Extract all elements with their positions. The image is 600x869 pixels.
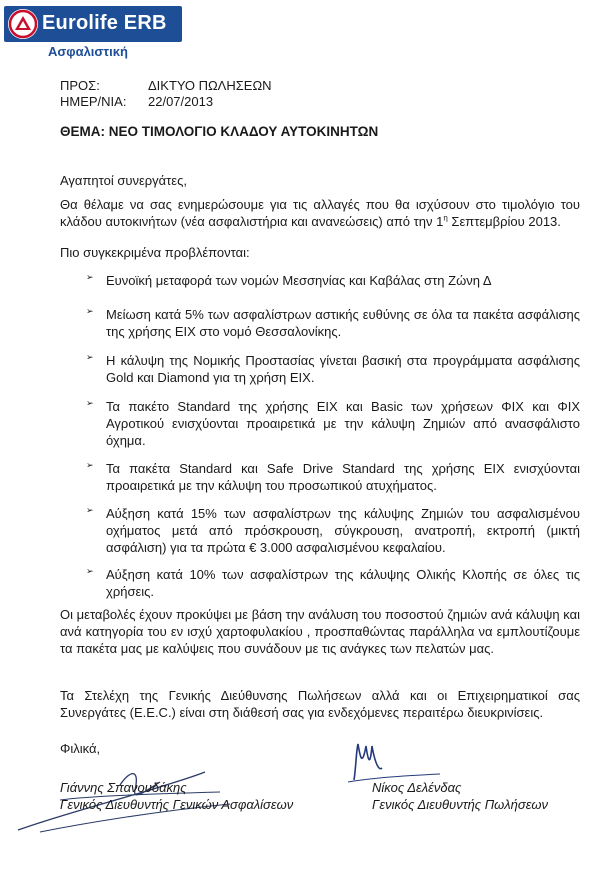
date-value: 22/07/2013 <box>148 94 214 109</box>
emblem-triangle-icon <box>8 9 38 39</box>
subject-line: ΘΕΜΑ: ΝΕΟ ΤΙΜΟΛΟΓΙΟ ΚΛΑΔΟΥ ΑΥΤΟΚΙΝΗΤΩΝ <box>60 124 379 139</box>
sign-off: Φιλικά, <box>60 741 101 756</box>
intro-superscript: η <box>443 213 448 223</box>
recipient-value: ΔΙΚΤΥΟ ΠΩΛΗΣΕΩΝ <box>148 78 272 93</box>
greeting: Αγαπητοί συνεργάτες, <box>60 173 187 188</box>
list-item-text: Η κάλυψη της Νομικής Προστασίας γίνεται βασική στα προγράμματα ασφάλισης Gold και Diamond για τη χρήση ΕΙΧ. <box>106 353 580 385</box>
brand-name: Eurolife ERB <box>42 12 167 34</box>
signatory-left-name: Γιάννης Σπανουδάκης <box>60 780 187 795</box>
signatory-left-title: Γενικός Διευθυντής Γενικών Ασφαλίσεων <box>60 797 294 812</box>
bullet-arrow-icon: ➢ <box>86 398 94 408</box>
letterhead-logo <box>4 6 182 58</box>
bullet-arrow-icon: ➢ <box>86 352 94 362</box>
intro-text: Θα θέλαμε να σας ενημερώσουμε για τις αλλαγές που θα ισχύσουν στο τιμολόγιο του κλάδου αυτοκινήτων (νέα ασφαλιστήρια και ανανεώσεις) από την 1 <box>60 197 580 229</box>
intro-paragraph <box>60 196 580 230</box>
list-item-text: Μείωση κατά 5% των ασφαλίστρων αστικής ευθύνης σε όλα τα πακέτα ασφάλισης της χρήσης ΕΙΧ στο νομό Θεσσαλονίκης. <box>106 307 580 339</box>
closing-paragraph: Οι μεταβολές έχουν προκύψει με βάση την ανάλυση του ποσοστού ζημιών ανά κάλυψη και ανά κατηγορία του εν ισχύ χαρτοφυλακίου , προσπαθώντας παράλληλα να εμπλουτίζουμε τα πακέτα μας με καλύψεις που συνάδουν με τις ανάγκες των πελατών μας. <box>60 607 580 656</box>
list-item-text: Ευνοϊκή μεταφορά των νομών Μεσσηνίας και Καβάλας στη Ζώνη Δ <box>106 273 492 288</box>
bullet-arrow-icon: ➢ <box>86 272 94 282</box>
intro-text-end: Σεπτεμβρίου 2013. <box>447 214 561 229</box>
contact-paragraph: Τα Στελέχη της Γενικής Διεύθυνσης Πωλήσεων αλλά και οι Επιχειρηματικοί σας Συνεργάτες (Ε.Ε.C.) είναι στη διάθεσή σας για ενδεχόμενες περαιτέρω διευκρινίσεις. <box>60 688 580 720</box>
list-item-text: Αύξηση κατά 15% των ασφαλίστρων της κάλυψης Ζημιών του ασφαλισμένου οχήματος μετά από πρόσκρουση, σύγκρουση, ανατροπή, εκτροπή (μικτή ασφάλιση) για τα πρώτα € 3.000 ασφαλισμένου κεφαλαίου. <box>106 506 580 555</box>
bullet-arrow-icon: ➢ <box>86 505 94 515</box>
list-item-text: Αύξηση κατά 10% των ασφαλίστρων της κάλυψης Ολικής Κλοπής σε όλες τις χρήσεις. <box>106 567 580 599</box>
list-item-text: Τα πακέτο Standard της χρήσης ΕΙΧ και Basic των χρήσεων ΦΙΧ και ΦΙΧ Αγροτικού ενισχύονται προαιρετικά με την κάλυψη Ζημιών από ανασφάλιστο όχημα. <box>106 399 580 448</box>
recipient-line <box>60 78 272 94</box>
date-line <box>60 94 213 110</box>
date-label: ΗΜΕΡ/ΝΙΑ: <box>60 94 127 109</box>
bullet-arrow-icon: ➢ <box>86 566 94 576</box>
bullet-arrow-icon: ➢ <box>86 460 94 470</box>
brand-subtitle: Ασφαλιστική <box>48 44 128 59</box>
bullet-arrow-icon: ➢ <box>86 306 94 316</box>
list-item-text: Τα πακέτα Standard και Safe Drive Standard της χρήσης ΕΙΧ ενισχύονται προαιρετικά με την κάλυψη του προσωπικού ατυχήματος. <box>106 461 580 493</box>
recipient-label: ΠΡΟΣ: <box>60 78 100 93</box>
signatory-right-title: Γενικός Διευθυντής Πωλήσεων <box>372 797 549 812</box>
signatory-right-name: Νίκος Δελένδας <box>372 780 462 795</box>
logo-emblem-icon <box>8 9 38 39</box>
provisions-intro: Πιο συγκεκριμένα προβλέπονται: <box>60 245 250 260</box>
